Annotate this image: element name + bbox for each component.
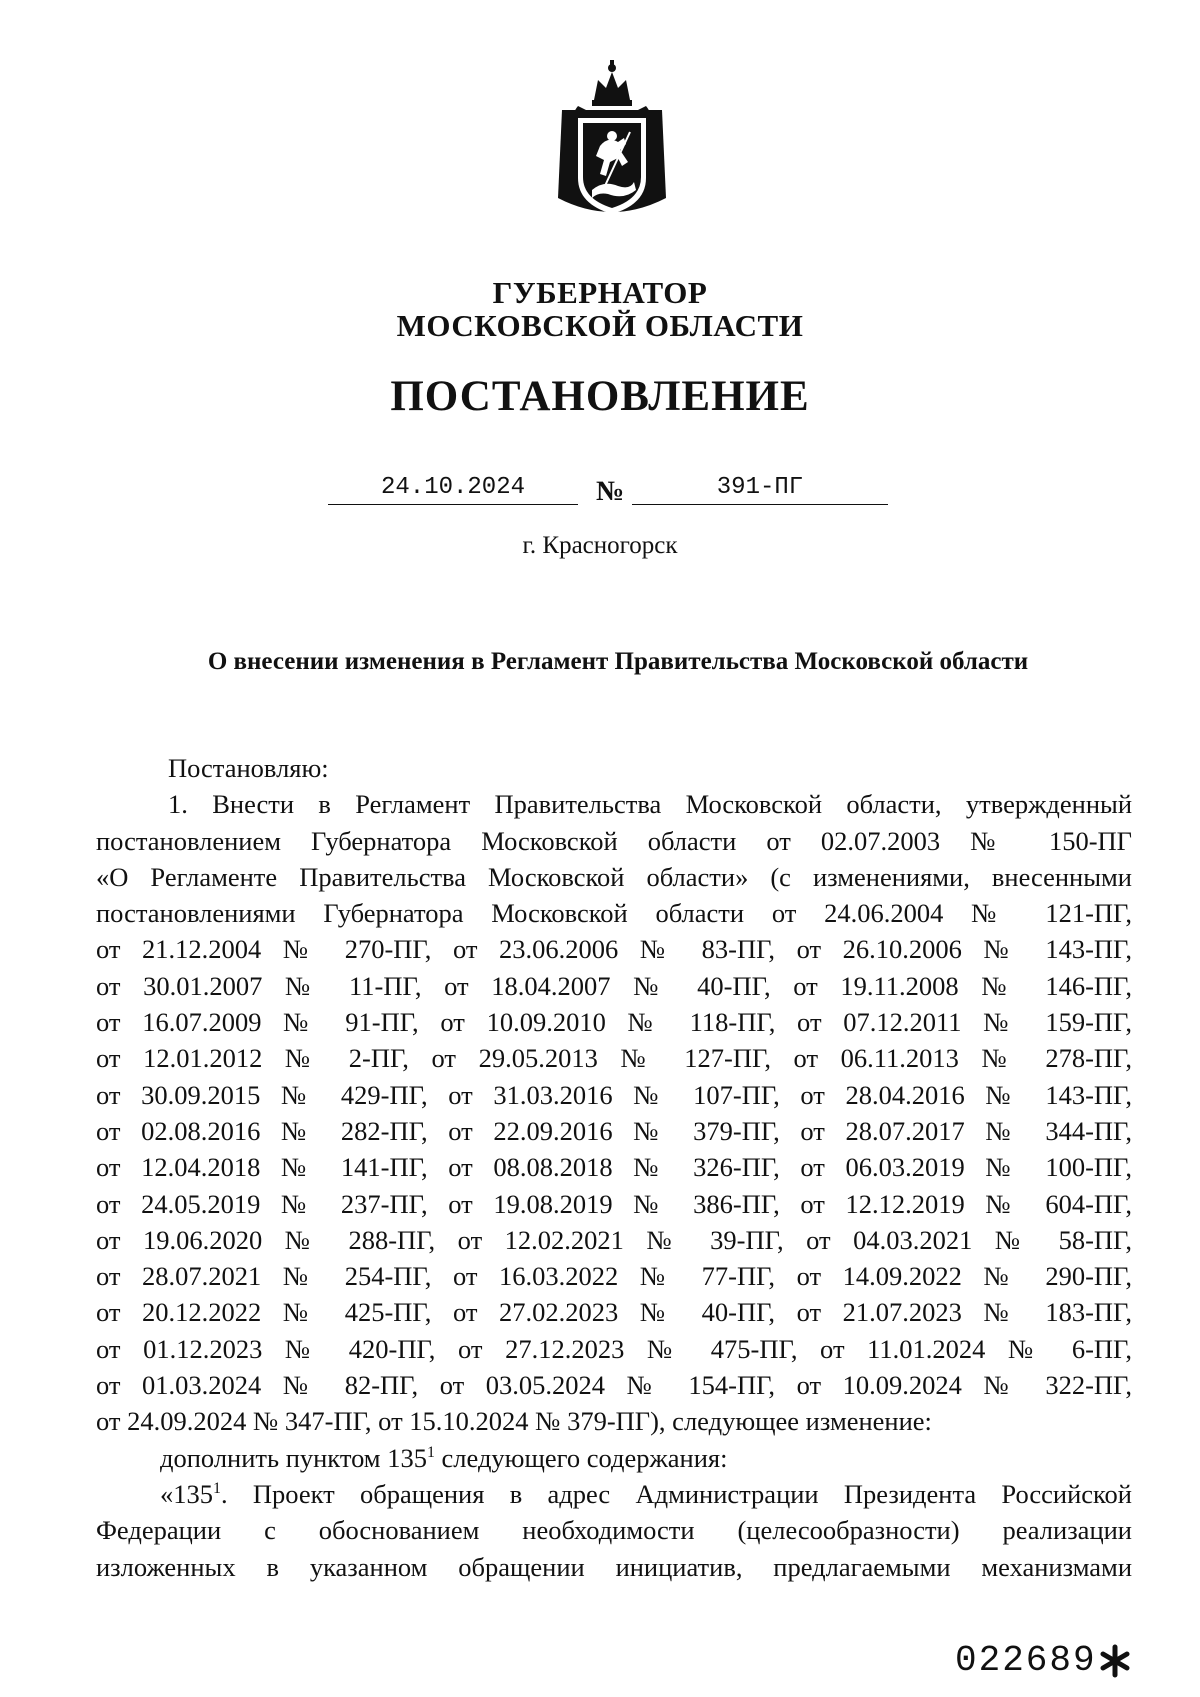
quote-line — [96, 1476, 1132, 1512]
body-line: от 16.07.2009 № 91-ПГ, от 10.09.2010 № 118-ПГ, от 07.12.2011 № 159-ПГ, — [96, 1007, 1132, 1038]
supplement-superscript: 1 — [426, 1443, 435, 1461]
document-type: ПОСТАНОВЛЕНИЕ — [390, 373, 810, 420]
quote-superscript: 1 — [213, 1480, 221, 1498]
asterisk-icon — [1098, 1644, 1132, 1678]
body-line: «О Регламенте Правительства Московской области» (с изменениями, внесенными — [96, 861, 1132, 892]
body-line: от 01.03.2024 № 82-ПГ, от 03.05.2024 № 154-ПГ, от 10.09.2024 № 322-ПГ, — [96, 1370, 1132, 1401]
authority-line-1: ГУБЕРНАТОР — [492, 275, 708, 310]
number-underline — [632, 504, 888, 505]
body-line: от 30.09.2015 № 429-ПГ, от 31.03.2016 № 107-ПГ, от 28.04.2016 № 143-ПГ, — [96, 1079, 1132, 1110]
quote-line: Федерации с обоснованием необходимости (целесообразности) реализации — [96, 1515, 1132, 1546]
decree-title: О внесении изменения в Регламент Правительства Московской области — [207, 648, 1029, 675]
number-sign: № — [596, 476, 625, 507]
body-line: постановлениями Губернатора Московской области от 24.06.2004 № 121-ПГ, — [96, 898, 1132, 929]
supplement-text-end: следующего содержания: — [434, 1442, 728, 1473]
body-line: от 02.08.2016 № 282-ПГ, от 22.09.2016 № 379-ПГ, от 28.07.2017 № 344-ПГ, — [96, 1115, 1132, 1146]
body-line: от 21.12.2004 № 270-ПГ, от 23.06.2006 № 83-ПГ, от 26.10.2006 № 143-ПГ, — [96, 934, 1132, 965]
supplement-text: дополнить пунктом 135 — [160, 1442, 427, 1473]
quote-text-end: . Проект обращения в адрес Администрации Президента Российской — [220, 1478, 1132, 1509]
body-line: 1. Внести в Регламент Правительства Московской области, утвержденный — [168, 789, 1132, 820]
body-line: от 28.07.2021 № 254-ПГ, от 16.03.2022 № 77-ПГ, от 14.09.2022 № 290-ПГ, — [96, 1261, 1132, 1292]
body-line: от 24.09.2024 № 347-ПГ, от 15.10.2024 № 379-ПГ), следующее изменение: — [96, 1406, 932, 1437]
city: г. Красногорск — [522, 532, 678, 559]
opening-line: Постановляю: — [168, 753, 329, 783]
body-line: от 19.06.2020 № 288-ПГ, от 12.02.2021 № 39-ПГ, от 04.03.2021 № 58-ПГ, — [96, 1224, 1132, 1255]
date-underline — [328, 504, 578, 505]
form-serial-number: 022689 — [955, 1640, 1097, 1681]
moscow-oblast-coat-of-arms-icon — [548, 58, 676, 226]
authority-line-2: МОСКОВСКОЙ ОБЛАСТИ — [396, 308, 804, 343]
body-line: от 30.01.2007 № 11-ПГ, от 18.04.2007 № 40-ПГ, от 19.11.2008 № 146-ПГ, — [96, 970, 1132, 1001]
body-line: от 20.12.2022 № 425-ПГ, от 27.02.2023 № 40-ПГ, от 21.07.2023 № 183-ПГ, — [96, 1297, 1132, 1328]
decree-body — [96, 750, 1132, 1585]
body-line: от 24.05.2019 № 237-ПГ, от 19.08.2019 № 386-ПГ, от 12.12.2019 № 604-ПГ, — [96, 1188, 1132, 1219]
decree-number: 391-ПГ — [716, 474, 804, 501]
body-line: от 12.04.2018 № 141-ПГ, от 08.08.2018 № 326-ПГ, от 06.03.2019 № 100-ПГ, — [96, 1152, 1132, 1183]
quote-line: изложенных в указанном обращении инициатив, предлагаемыми механизмами — [96, 1551, 1132, 1582]
body-line: от 01.12.2023 № 420-ПГ, от 27.12.2023 № 475-ПГ, от 11.01.2024 № 6-ПГ, — [96, 1333, 1132, 1364]
supplement-line — [96, 1440, 1132, 1476]
body-line: от 12.01.2012 № 2-ПГ, от 29.05.2013 № 127-ПГ, от 06.11.2013 № 278-ПГ, — [96, 1043, 1132, 1074]
decree-date: 24.10.2024 — [380, 474, 526, 501]
body-line: постановлением Губернатора Московской области от 02.07.2003 № 150-ПГ — [96, 825, 1132, 856]
quote-text: «135 — [160, 1478, 213, 1509]
